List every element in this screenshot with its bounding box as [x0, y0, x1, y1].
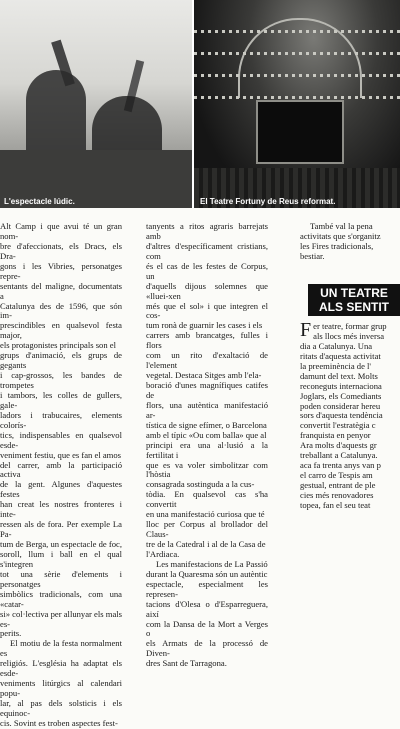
paragraph: tanyents a ritos agraris barrejats amb d'altres d'específicament cristians, com és el cas de les festes de Corpus, un d'aquells dijous solemnes que «lluei-xen més que el sol» i que integren el cos- tum ronà de guarnir les cases i els carrers amb brancatges, fulles i flors com un rito d'exaltació de l'element vegetal. Destaca Sitges amb l'ela- boració d'unes magnífiques catifes de flors, una autèntica manifestació ar- tística de signe efímer, o Barcelona amb el típic «Ou com balla» que al principi era una al·lusió a la fertilitat i que es va voler simbolitzar com l'hòstia consagrada sostinguda a la cus- tòdia. En qualsevol cas s'ha convertit en una manifestació curiosa que té lloc per Corpus al brollador del Claus- tre de la Catedral i al de la Casa de l'Ardiaca. [146, 221, 268, 559]
section-heading-line-1: UN TEATRE [320, 286, 388, 300]
section-heading-line-2: ALS SENTIT [318, 300, 389, 314]
drop-cap: F [300, 319, 312, 341]
festival-photo [0, 0, 192, 208]
paragraph: Alt Camp i que avui té un gran nom- bre d'afeccionats, els Dracs, els Dra- gons i les Vibries, personatges repre- sentants del maligne, documentats a Catalunya des de 1596, que són im- prescindibles en qualsevol festa major, els protagonistes principals son el grups d'animació, els grups de gegants i cap-grossos, les bandes de trompetes i tambors, les colles de gullers, gale- ladors i trabucaires, elements colorís- tics, indispensables en qualsevol esde- veniment festiu, que es fan el amos del carrer, amb la participació activa de la gent. Algunes d'aquestes festes han creat les nostres fronteres i inte- ressen als de fora. Per exemple La Pa- tum de Berga, un espectacle de foc, soroll, llum i ball en el qual s'integren tot una sèrie d'elements i personatges simbòlics tradicionals, com una «catar- si» col·lectiva per allunyar els mals es- perits. [0, 221, 123, 639]
article-column-3-continued [300, 319, 400, 511]
theatre-photo-caption: El Teatre Fortuny de Reus reformat. [200, 197, 336, 206]
paragraph: El motiu de la festa normalment es religiós. L'església ha adaptat els esde- veniments litúrgics al calendari popu- lar, al pas dels solsticis i els equinoc- cis. Sovint es troben aspectes fest- [0, 638, 122, 728]
paragraph: Les manifestacions de La Passió durant la Quaresma són un autèntic espectacle, especialment les represen- tacions d'Olesa o d'Esparreguera, així com la Dansa de la Mort a Verges o els Armats de la processó de Diven- dres Sant de Tarragona. [146, 558, 268, 669]
article-column-1 [0, 221, 123, 728]
paragraph: er teatre, formar grup als llocs més inversa dia a Catalunya. Una ritats d'aquesta activitat la preeminència de l' damunt del text. Molts reconeguts internaciona Joglars, els Comediants poden considerar hereu sors d'aquesta tendència convertit l'estratègia c franquista en penyor Ara molts d'aquests gr treballant a Catalunya. aca fa trenta anys van p el carro de Tespis am gestual, entrant de ple cies més renovadores topea, fan el seu teat [300, 321, 387, 510]
article-column-2 [146, 221, 268, 669]
theatre-photo [194, 0, 400, 208]
section-heading [308, 284, 400, 316]
paragraph: També val la pena activitats que s'organitz les Fires tradicionals, bestiar. [300, 221, 381, 261]
festival-photo-caption: L'espectacle lúdic. [4, 197, 75, 206]
photo-strip [0, 0, 400, 208]
